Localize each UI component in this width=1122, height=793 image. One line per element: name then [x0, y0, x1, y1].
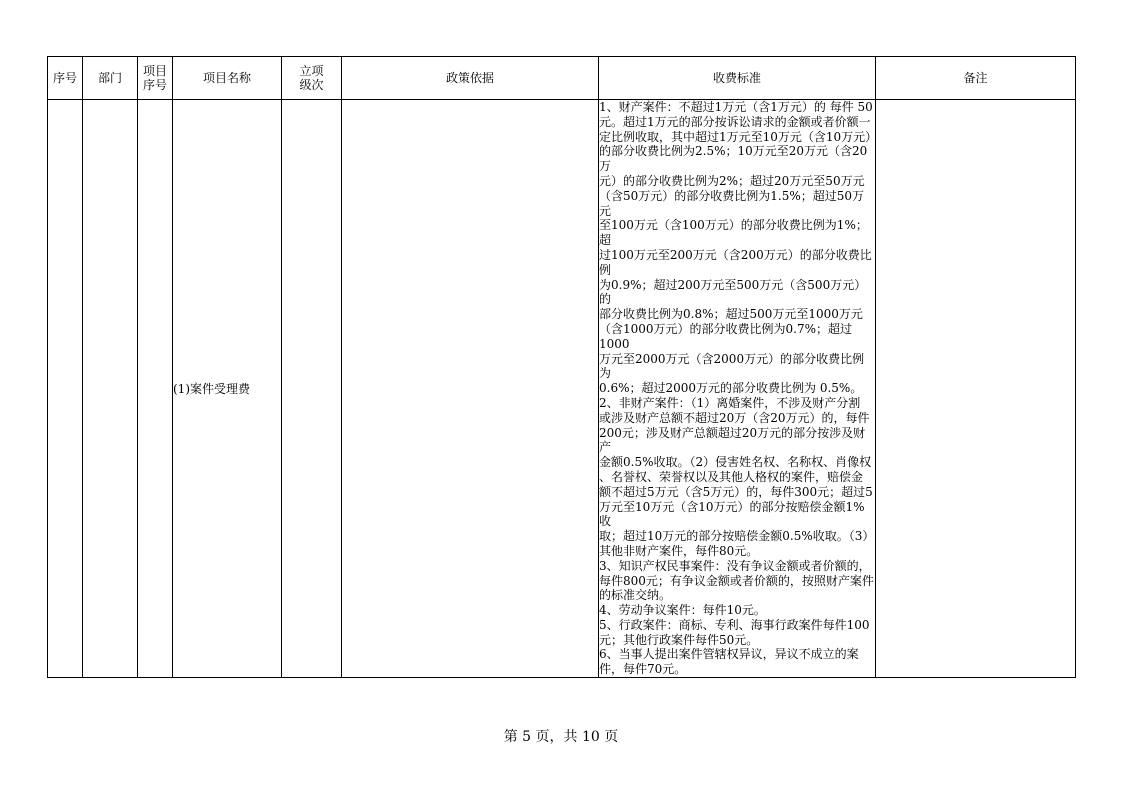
fee-standard-line: 定比例收取，其中超过1万元至10万元（含10万元）: [599, 129, 878, 144]
cell-policy: [342, 100, 599, 678]
cell-item-seq: [138, 100, 173, 678]
fee-table: [47, 56, 1076, 678]
fee-standard-line: 的标准交纳。: [599, 588, 672, 603]
fee-standard-line: 4、劳动争议案件：每件10元。: [599, 603, 766, 618]
header-item-name: 项目名称: [173, 57, 282, 100]
header-remark: 备注: [876, 57, 1076, 100]
fee-standard-line: 元）的部分收费比例为2%；超过20万元至50万元: [599, 173, 865, 188]
table-row: [48, 100, 1076, 678]
fee-standard-line: 0.6%；超过2000万元的部分收费比例为 0.5%。: [599, 381, 863, 396]
header-policy: 政策依据: [342, 57, 599, 100]
fee-standard-line: 每件800元；有争议金额或者价额的，按照财产案件: [599, 573, 874, 588]
header-level-line2: 级次: [299, 78, 324, 92]
fee-standard-line: 200元；涉及财产总额超过20万元的部分按涉及财产: [599, 425, 866, 455]
fee-standard-line: 件，每件70元。: [599, 662, 687, 677]
cell-level: [282, 100, 342, 678]
fee-standard-line: 5、行政案件：商标、专利、海事行政案件每件100: [599, 617, 870, 632]
fee-standard-line: 其他非财产案件，每件80元。: [599, 543, 759, 558]
fee-standard-line: 的部分收费比例为2.5%；10万元至20万元（含20万: [599, 144, 868, 174]
fee-standard-line: 元；其他行政案件每件50元。: [599, 632, 759, 647]
page-number-label: 第 5 页，共 10 页: [503, 729, 619, 745]
cell-item-name: (1)案件受理费: [173, 100, 282, 678]
header-row: [48, 57, 1076, 100]
header-item-seq-line1: 项目: [142, 64, 167, 78]
fee-standard-line: 6、当事人提出案件管辖权异议，异议不成立的案: [599, 647, 859, 662]
fee-standard-line: 至100万元（含100万元）的部分收费比例为1%；超: [599, 218, 868, 248]
header-level-line1: 立项: [299, 64, 324, 78]
fee-standard-line: 1、财产案件：不超过1万元（含1万元）的 每件 50: [599, 100, 873, 114]
fee-standard-line: 万元至2000万元（含2000万元）的部分收费比例为: [599, 351, 865, 381]
fee-standard-line: 或涉及财产总额不超过20万（含20万元）的，每件: [599, 410, 870, 425]
fee-standard-line: （含1000万元）的部分收费比例为0.7%；超过1000: [599, 321, 853, 351]
fee-standard-line: 额不超过5万元（含5万元）的，每件300元；超过5: [599, 484, 873, 499]
fee-standard-line: 元。超过1万元的部分按诉讼请求的金额或者价额一: [599, 114, 871, 129]
cell-dept: [83, 100, 138, 678]
fee-standard-line: 2、非财产案件：（1）离婚案件，不涉及财产分割: [599, 395, 861, 410]
cell-remark: [876, 100, 1076, 678]
fee-standard-line: 部分收费比例为0.8%；超过500万元至1000万元: [599, 307, 863, 322]
fee-standard-line: 为0.9%；超过200万元至500万元（含500万元）的: [599, 277, 867, 307]
cell-fee-standard: [599, 100, 876, 678]
page-footer: [0, 726, 1122, 746]
fee-standard-line: 过100万元至200万元（含200万元）的部分收费比例: [599, 247, 872, 277]
fee-standard-line: 金额0.5%收取。（2）侵害姓名权、名称权、肖像权: [599, 455, 872, 470]
fee-standard-lines: [599, 100, 878, 677]
fee-standard-line: 取；超过10万元的部分按赔偿金额0.5%收取。（3）: [599, 529, 875, 544]
cell-seq: [48, 100, 83, 678]
header-item-seq: [138, 57, 173, 100]
header-standard: 收费标准: [599, 57, 876, 100]
fee-standard-line: 万元至10万元（含10万元）的部分按赔偿金额1%收: [599, 499, 865, 529]
fee-standard-line: 、名誉权、荣誉权以及其他人格权的案件，赔偿金: [599, 469, 864, 484]
fee-standard-line: （含50万元）的部分收费比例为1.5%；超过50万元: [599, 188, 865, 218]
header-dept: 部门: [83, 57, 138, 100]
fee-standard-line: 3、知识产权民事案件：没有争议金额或者价额的，: [599, 558, 871, 573]
header-item-seq-line2: 序号: [142, 78, 167, 92]
header-level: [282, 57, 342, 100]
header-seq: 序号: [48, 57, 83, 100]
